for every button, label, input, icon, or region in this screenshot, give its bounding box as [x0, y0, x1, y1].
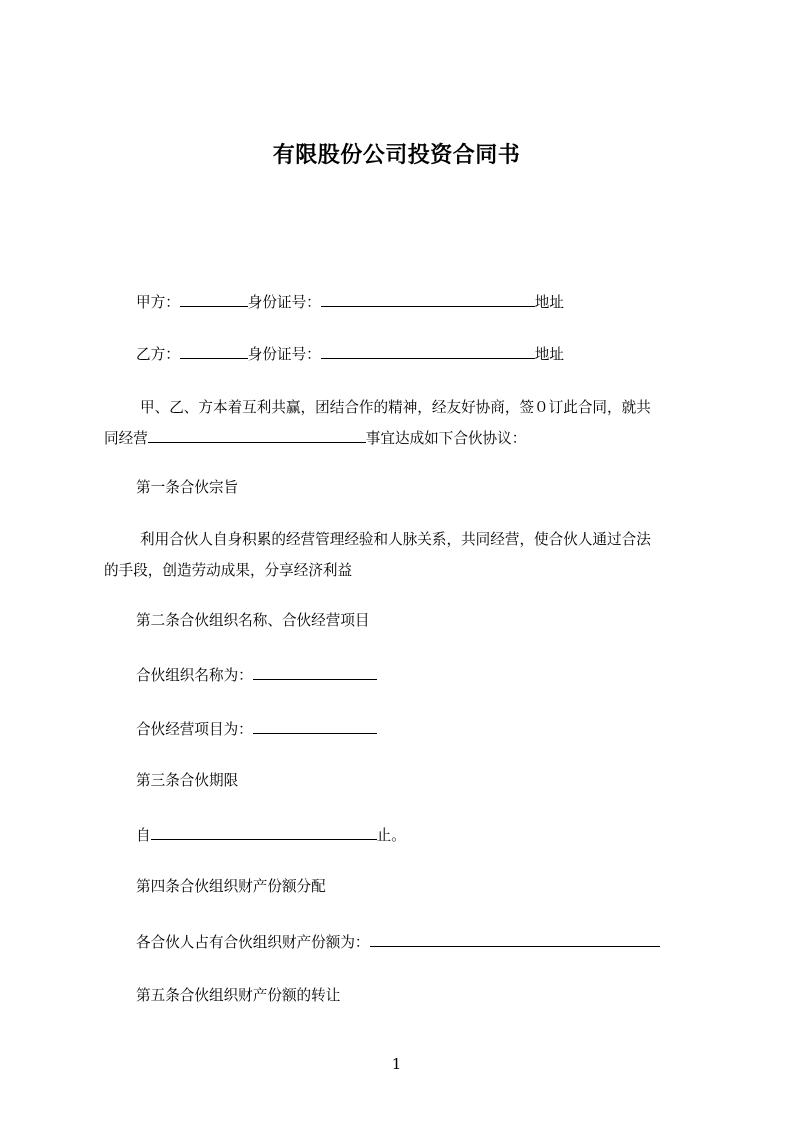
article-1-heading: 第一条合伙宗旨 — [136, 479, 239, 496]
party-b-id-label: 身份证号： — [247, 346, 321, 363]
preamble-line-2-end: 事宜达成如下合伙协议： — [365, 430, 527, 447]
article-1-paragraph — [104, 524, 704, 586]
preamble-line-1: 甲、乙、方本着互利共赢，团结合作的精神，经友好协商，签０订此合同，就共 — [140, 399, 651, 416]
share-line — [136, 931, 660, 953]
article-1-line-2: 的手段，创造劳动成果，分享经济利益 — [104, 562, 353, 579]
document-title: 有限股份公司投资合同书 — [272, 143, 521, 168]
project-blank — [253, 718, 377, 734]
page-number: 1 — [391, 1055, 402, 1073]
party-a-line — [136, 291, 564, 313]
preamble-paragraph — [104, 392, 704, 454]
business-blank — [148, 427, 366, 443]
article-5-heading: 第五条合伙组织财产份额的转让 — [136, 987, 341, 1004]
party-b-name-blank — [180, 343, 248, 359]
article-2-heading: 第二条合伙组织名称、合伙经营项目 — [136, 612, 370, 629]
party-a-address-label: 地址 — [534, 294, 564, 311]
party-a-label: 甲方： — [136, 294, 180, 311]
org-name-blank — [253, 664, 377, 680]
party-a-id-label: 身份证号： — [247, 294, 321, 311]
article-3-heading: 第三条合伙期限 — [136, 772, 239, 789]
party-b-address-label: 地址 — [534, 346, 564, 363]
party-b-id-blank — [321, 343, 535, 359]
project-label: 合伙经营项目为： — [136, 721, 253, 738]
term-from-label: 自 — [136, 827, 151, 844]
term-until-label: 止。 — [376, 827, 406, 844]
party-b-label: 乙方： — [136, 346, 180, 363]
article-4-heading: 第四条合伙组织财产份额分配 — [136, 878, 326, 895]
share-blank — [370, 931, 660, 947]
article-1-line-1: 利用合伙人自身积累的经营管理经验和人脉关系，共同经营，使合伙人通过合法 — [140, 531, 651, 548]
party-b-line — [136, 343, 564, 365]
share-label: 各合伙人占有合伙组织财产份额为： — [136, 934, 370, 951]
preamble-line-2 — [104, 423, 704, 454]
org-name-line — [136, 664, 377, 686]
org-name-label: 合伙组织名称为： — [136, 667, 253, 684]
party-a-name-blank — [180, 291, 248, 307]
term-line — [136, 824, 406, 846]
project-line — [136, 718, 377, 740]
preamble-line-2-start: 同经营 — [104, 430, 148, 447]
term-blank — [151, 824, 377, 840]
party-a-id-blank — [321, 291, 535, 307]
